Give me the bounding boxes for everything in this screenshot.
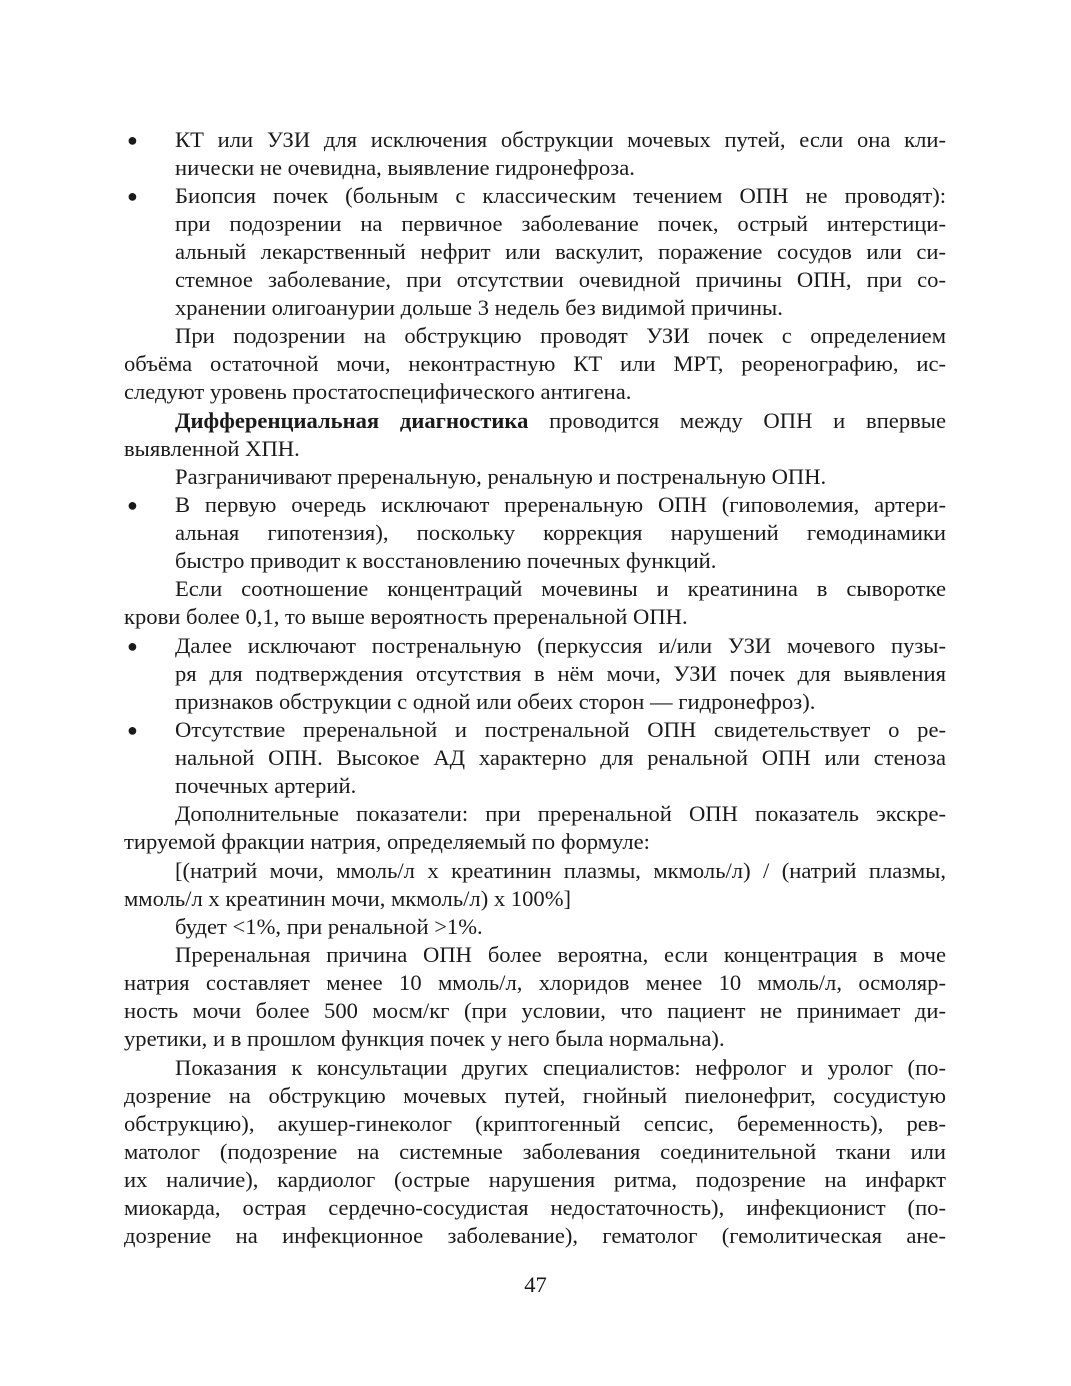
formula-line: ммоль/л х креатинин мочи, мкмоль/л) х 100%] xyxy=(124,886,572,911)
text-line: миокарда, острая сердечно-сосудистая недостаточность), инфекционист (по- xyxy=(124,1195,946,1220)
text-line: ность мочи более 500 мосм/кг (при условии, что пациент не принимает ди- xyxy=(124,998,946,1023)
text-line: при подозрении на первичное заболевание почек, острый интерстици- xyxy=(175,211,946,236)
bullet-marker: ● xyxy=(127,495,138,515)
paragraph-first-line: Если соотношение концентраций мочевины и креатинина в сыворотке xyxy=(175,576,946,601)
bullet-marker: ● xyxy=(127,186,138,206)
text-line: КТ или УЗИ для исключения обструкции мочевых путей, если она кли- xyxy=(175,127,946,152)
text-line: натрия составляет менее 10 ммоль/л, хлоридов менее 10 ммоль/л, осмоляр- xyxy=(124,970,946,995)
text-line: В первую очередь исключают преренальную ОПН (гиповолемия, артери- xyxy=(175,492,946,517)
paragraph-first-line: Показания к консультации других специалистов: нефролог и уролог (по- xyxy=(175,1055,946,1080)
text-line: быстро приводит к восстановлению почечных функций. xyxy=(175,548,717,573)
text-line: ря для подтверждения отсутствия в нём мочи, УЗИ почек для выявления xyxy=(175,661,946,686)
text-line: почечных артерий. xyxy=(175,773,357,798)
bullet-marker: ● xyxy=(127,636,138,656)
text-line: Далее исключают постренальную (перкуссия и/или УЗИ мочевого пузы- xyxy=(175,633,946,658)
text-line: объёма остаточной мочи, неконтрастную КТ или МРТ, реоренографию, ис- xyxy=(124,351,946,376)
text-line: обструкцию), акушер-гинеколог (криптогенный сепсис, беременность), рев- xyxy=(124,1111,946,1136)
text-line: выявленной ХПН. xyxy=(124,436,300,461)
text-line: хранении олигоанурии дольше 3 недель без видимой причины. xyxy=(175,295,783,320)
text-line: уретики, и в прошлом функция почек у него была нормальна). xyxy=(124,1026,725,1051)
text-line: нальной ОПН. Высокое АД характерно для ренальной ОПН или стеноза xyxy=(175,745,946,770)
text-line: альная гипотензия), поскольку коррекция нарушений гемодинамики xyxy=(175,520,946,545)
bullet-marker: ● xyxy=(127,720,138,740)
text-line: Отсутствие преренальной и постренальной ОПН свидетельствует о ре- xyxy=(175,717,946,742)
paragraph-first-line: Разграничивают преренальную, ренальную и постренальную ОПН. xyxy=(175,464,827,489)
bullet-marker: ● xyxy=(127,130,138,150)
text-line: матолог (подозрение на системные заболевания соединительной ткани или xyxy=(124,1139,946,1164)
formula-line: [(натрий мочи, ммоль/л х креатинин плазмы, мкмоль/л) / (натрий плазмы, xyxy=(175,858,946,883)
text-line: дозрение на инфекционное заболевание), гематолог (гемолитическая ане- xyxy=(124,1223,946,1248)
text-line: нически не очевидна, выявление гидронефроза. xyxy=(175,155,635,180)
text-line: их наличие), кардиолог (острые нарушения ритма, подозрение на инфаркт xyxy=(124,1167,946,1192)
text-line: крови более 0,1, то выше вероятность преренальной ОПН. xyxy=(124,604,688,629)
paragraph-first-line: Дополнительные показатели: при преренальной ОПН показатель экскре- xyxy=(175,801,946,826)
paragraph-first-line: будет <1%, при ренальной >1%. xyxy=(175,914,483,939)
paragraph-first-line xyxy=(175,407,946,435)
text-line: тируемой фракции натрия, определяемый по формуле: xyxy=(124,829,650,854)
text-run: проводится между ОПН и впервые xyxy=(528,408,946,433)
text-line: Биопсия почек (больным с классическим течением ОПН не проводят): xyxy=(175,183,946,208)
text-line: следуют уровень простатоспецифического антигена. xyxy=(124,379,632,404)
text-line: стемное заболевание, при отсутствии очевидной причины ОПН, при со- xyxy=(175,267,946,292)
text-line: признаков обструкции с одной или обеих сторон — гидронефроз). xyxy=(175,689,816,714)
paragraph-first-line: При подозрении на обструкцию проводят УЗИ почек с определением xyxy=(175,323,946,348)
text-line: дозрение на обструкцию мочевых путей, гнойный пиелонефрит, сосудистую xyxy=(124,1083,946,1108)
bold-term: Дифференциальная диагностика xyxy=(175,408,529,433)
page-number: 47 xyxy=(524,1272,547,1297)
text-line: альный лекарственный нефрит или васкулит, поражение сосудов или си- xyxy=(175,239,946,264)
paragraph-first-line: Преренальная причина ОПН более вероятна, если концентрация в моче xyxy=(175,942,946,967)
